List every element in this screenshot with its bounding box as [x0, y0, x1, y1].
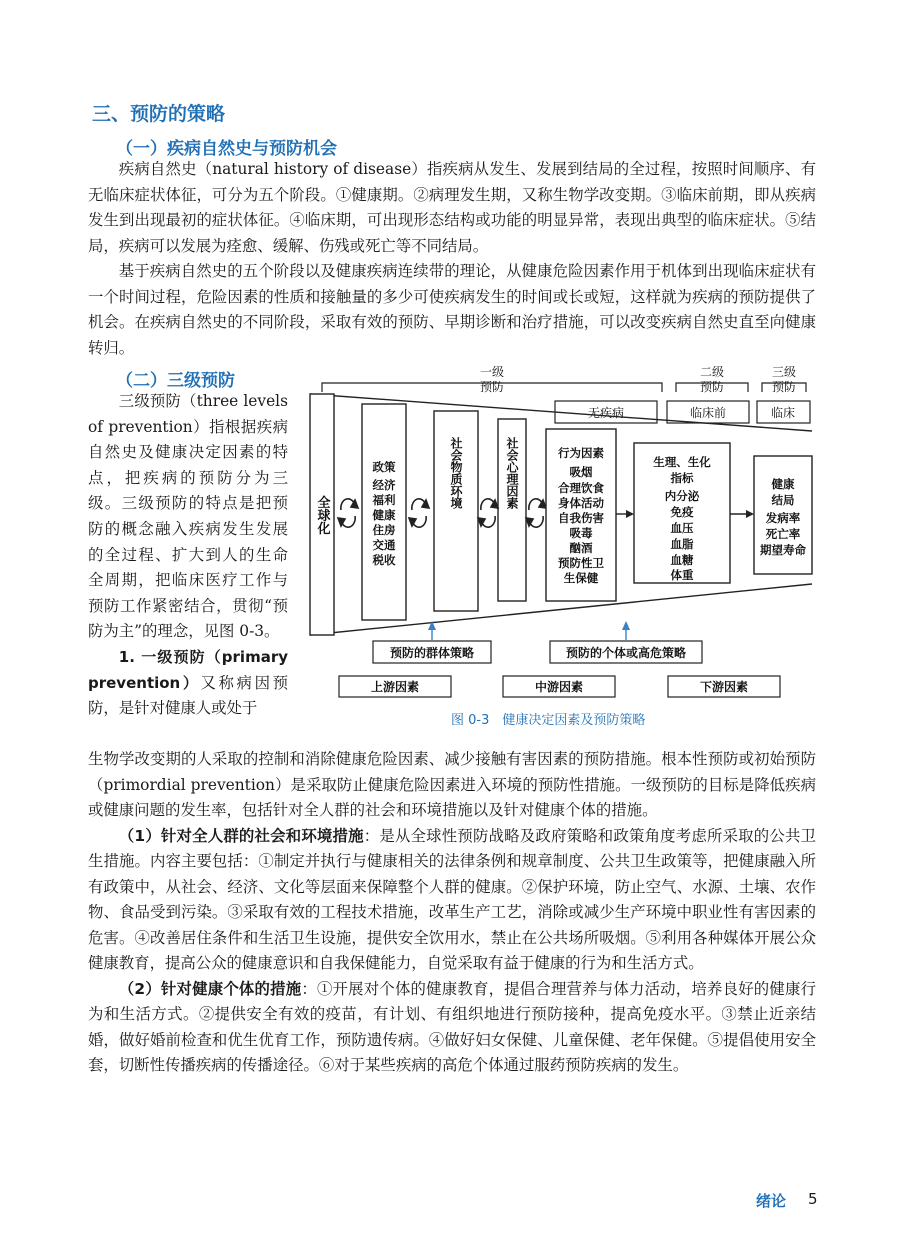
behavior-title: 行为因素	[558, 446, 604, 460]
level1-label-a: 一级	[479, 365, 505, 379]
cycle-arrow-icon-2	[409, 499, 429, 527]
behavior-item-1: 吸烟	[569, 465, 593, 479]
cycle-arrow-icon-4	[526, 499, 546, 527]
bio-title-a: 生理、生化	[653, 455, 711, 469]
subsection-title-three-levels: （二）三级预防	[116, 371, 235, 391]
level1-label-b: 预防	[479, 380, 505, 394]
downstream-label: 下游因素	[699, 680, 749, 694]
behavior-item-7: 预防性卫	[558, 556, 604, 570]
stage-no-disease: 无疾病	[587, 406, 625, 420]
behavior-item-4: 自我伤害	[558, 511, 604, 525]
population-measures-text: ：是从全球性预防战略及政府策略和政策角度考虑所采取的公共卫生措施。内容主要包括：①制定并执行与健康相关的法律条例和规章制度、公共卫生政策等，把健康融入所有政策中，从社会、经济、文化等层面来保障整个人群的健康。②保护环境，防止空气、水源、土壤、农作物、食品受到污染。③采取有效的工程技术措施，改革生产工艺，消除或减少生产环境中职业性有害因素的危害。④改善居住条件和生活卫生设施，提供安全饮用水，禁止在公共场所吸烟。⑤利用各种媒体开展公众健康教育，提高公众的健康意识和自我保健能力，自觉采取有益于健康的行为和生活方式。	[88, 826, 816, 972]
paragraph-primary-prevention: 生物学改变期的人采取的控制和消除健康危险因素、减少接触有害因素的预防措施。根本性预防或初始预防（primordial prevention）是采取防止健康危险因素进入环境的预防性措施。一级预防的目标是降低疾病或健康问题的发生率，包括针对全人群的社会和环境措施以及针对健康个体的措施。	[88, 750, 816, 819]
paragraph-population-measures	[88, 824, 816, 977]
behavior-item-5: 吸毒	[569, 526, 593, 540]
primary-prevention-heading: 1. 一级预防（primary prevention）	[88, 647, 288, 692]
figure-caption: 图 0-3 健康决定因素及预防策略	[451, 713, 646, 728]
individual-measures-text: ：①开展对个体的健康教育，提倡合理营养与体力活动，培养良好的健康行为和生活方式。②提供安全有效的疫苗，有计划、有组织地进行预防接种，提高免疫水平。③禁止近亲结婚，做好婚前检查和优生优育工作，预防遗传病。④做好妇女保健、儿童保健、老年保健。⑤提倡使用安全套，切断性传播疾病的传播途径。⑥对于某些疾病的高危个体通过服药预防疾病的发生。	[88, 979, 816, 1074]
paragraph-individual-measures	[88, 977, 816, 1079]
footer-chapter-title: 绪论	[756, 1192, 787, 1210]
level3-label-b: 预防	[771, 380, 797, 394]
level3-label-a: 三级	[771, 365, 797, 379]
behavior-item-3: 身体活动	[558, 496, 604, 510]
behavior-item-8: 生保健	[563, 571, 599, 585]
policy-item-7: 税收	[372, 553, 396, 567]
arrow-icon-2	[746, 510, 754, 518]
globalization-label: 全球化	[314, 495, 330, 535]
outcome-item-2: 死亡率	[765, 527, 801, 541]
bio-item-5: 血糖	[670, 553, 694, 567]
behavior-item-6: 酗酒	[569, 541, 593, 555]
page-number: 5	[808, 1190, 818, 1208]
bio-item-3: 血压	[670, 521, 694, 535]
level2-label-a: 二级	[699, 365, 725, 379]
paragraph-natural-history: 疾病自然史（natural history of disease）指疾病从发生、发展到结局的全过程，按照时间顺序、有无临床症状体征，可分为五个阶段。①健康期。②病理发生期，又称生物学改变期。③临床前期，即从疾病发生到出现最初的症状体征。④临床期，可出现形态结构或功能的明显异常，表现出典型的临床症状。⑤结局，疾病可以发展为痊愈、缓解、伤残或死亡等不同结局。	[88, 160, 816, 255]
policy-item-2: 经济	[372, 478, 396, 492]
bio-item-1: 内分泌	[664, 489, 700, 503]
upstream-label: 上游因素	[370, 680, 420, 694]
section-title: 三、预防的策略	[92, 103, 226, 125]
up-arrow-icon-2	[622, 621, 630, 630]
bio-title-b: 指标	[670, 471, 694, 485]
subsection-title-natural-history: （一）疾病自然史与预防机会	[116, 139, 337, 159]
cycle-arrow-icon-1	[338, 499, 358, 527]
behavior-item-2: 合理饮食	[558, 481, 604, 495]
stage-preclinical: 临床前	[689, 406, 727, 420]
policy-item-5: 住房	[372, 523, 396, 537]
social-psych-label: 社会心理因素	[505, 437, 519, 509]
bio-item-6: 体重	[670, 568, 694, 582]
level2-label-b: 预防	[699, 380, 725, 394]
policy-item-1: 政策	[372, 460, 396, 474]
policy-item-3: 福利	[372, 493, 396, 507]
bio-item-2: 免疫	[670, 505, 694, 519]
outcome-title-a: 健康	[771, 477, 795, 491]
primary-prevention-intro: 又称病因预防，是针对健康人或处于	[88, 673, 288, 718]
individual-strategy-label: 预防的个体或高危策略	[565, 646, 687, 660]
individual-measures-label: （2）针对健康个体的措施	[118, 979, 302, 998]
paragraph-prevention-opportunity: 基于疾病自然史的五个阶段以及健康疾病连续带的理论，从健康危险因素作用于机体到出现临床症状有一个时间过程，危险因素的性质和接触量的多少可使疾病发生的时间或长或短，这样就为疾病的预防提供了机会。在疾病自然史的不同阶段，采取有效的预防、早期诊断和治疗措施，可以改变疾病自然史直至向健康转归。	[88, 262, 816, 357]
population-measures-label: （1）针对全人群的社会和环境措施	[118, 826, 364, 845]
policy-item-4: 健康	[372, 508, 396, 522]
outcome-title-b: 结局	[771, 493, 795, 507]
bio-item-4: 血脂	[670, 537, 694, 551]
stage-clinical: 临床	[770, 406, 796, 420]
outcome-item-1: 发病率	[765, 511, 801, 525]
population-strategy-label: 预防的群体策略	[389, 646, 475, 660]
figure-health-determinants	[300, 360, 820, 709]
policy-item-6: 交通	[372, 538, 396, 552]
arrow-icon-1	[626, 510, 634, 518]
social-physical-env-label: 社会物质环境	[449, 437, 463, 509]
outcome-item-3: 期望寿命	[760, 543, 806, 557]
cycle-arrow-icon-3	[478, 499, 498, 527]
midstream-label: 中游因素	[534, 680, 584, 694]
paragraph-three-levels: 三级预防（three levels of prevention）指根据疾病自然史及健康决定因素的特点，把疾病的预防分为三级。三级预防的特点是把预防的概念融入疾病发生发展的全过程、扩大到人的生命全周期，把临床医疗工作与预防工作紧密结合，贯彻“预防为主”的理念，见图 0-3。	[88, 392, 288, 641]
